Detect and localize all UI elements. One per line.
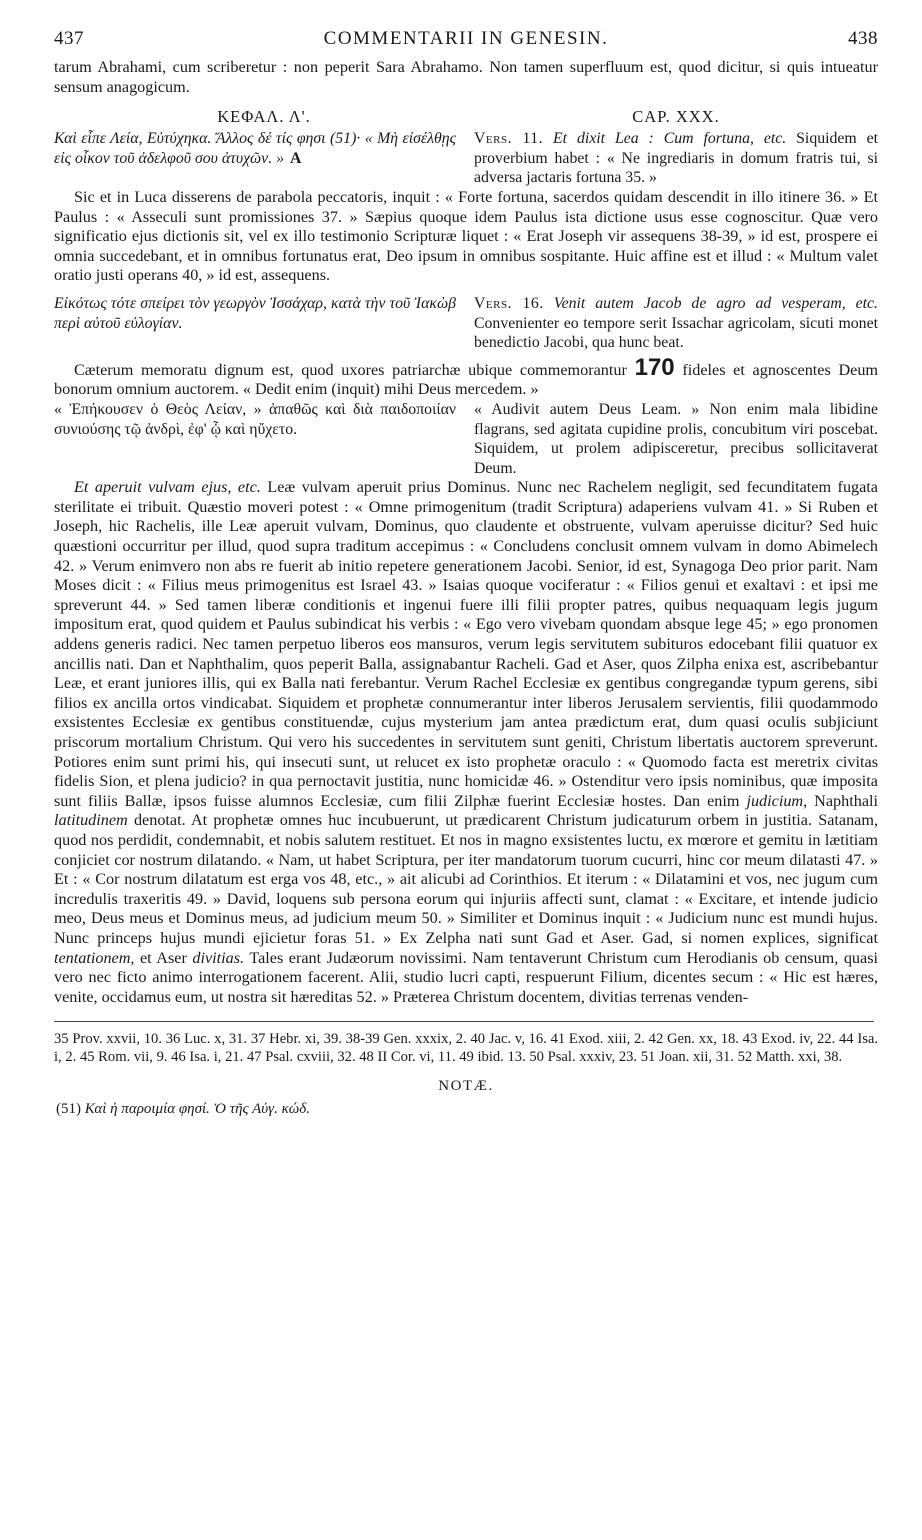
intro-paragraph: tarum Abrahami, cum scriberetur : non peperit Sara Abrahamo. Non tamen superfluum est, quod dicitur, si quis intueatur sensum anagogicum. xyxy=(54,58,878,96)
parallel-block-1 xyxy=(54,129,878,188)
chapter-headings xyxy=(54,107,878,127)
parallel-block-2 xyxy=(54,294,878,353)
greek-chapter-heading: ΚΕΦΑΛ. Λ'. xyxy=(217,107,311,127)
note-51 xyxy=(54,1101,878,1118)
latin-column xyxy=(474,129,878,188)
paragraph-text: et Aser xyxy=(140,948,187,967)
verse-label: Vers. 16. xyxy=(474,294,544,312)
paragraph-text: denotat. At prophetæ omnes huc incubuerunt, ut prædicarent Christum judicaturum orbem in justitia. Satanam, quod nos perdidit, condemnabit, et nobis salutem restituet. Et nos in magno exsistentes luctu, ex mœrore et gemitu in lætitiam conjiciet cor nostrum dilatando. « Nam, ut habet Scriptura, per iter mandatorum tuorum cucurri, hinc cor meum dilatasti 47. » Et : « Cor nostrum dilatatum est erga vos 48, etc., » ait alicubi ad Corinthios. Et iterum : « Dilatamini et vos, nec jugum cum incredulis traxeritis 49. » David, loquens sub persona eorum qui injuriis affecti sunt, clamat : « Excitare, et intende judicio meo, Deus meus et Dominus meus, ad judicium meum 50. » Similiter et Dominus inquit : « Judicium nunc est mundi hujus. Nunc princeps hujus mundi ejicietur foras 51. » Ex Zelpha nati sunt Gad et Aser. Gad, si nomen explices, significat xyxy=(54,811,879,947)
italic-word: judicium, xyxy=(746,791,808,810)
parallel-block-3 xyxy=(54,400,878,478)
paragraph-text: Naphthali xyxy=(814,791,879,810)
column-number: 170 xyxy=(634,353,675,381)
lemma: Et aperuit vulvam ejus, etc. xyxy=(74,478,261,497)
italic-word: divitias. xyxy=(192,948,245,967)
paragraph-text: Cæterum memoratu dignum est, quod uxores patriarchæ ubique commemorantur xyxy=(74,360,627,379)
lemma: Et dixit Lea : Cum fortuna, etc. xyxy=(553,130,787,148)
greek-text: Καὶ εἶπε Λεία, Εὐτύχηκα. Ἄλλος δέ τίς φησι (51)· « Μὴ εἰσέλθῃς εἰς οἶκον τοῦ ἀδελφοῦ σου ἀτυχῶν. » xyxy=(54,130,456,167)
greek-column xyxy=(54,400,474,478)
page-number-right: 438 xyxy=(848,28,878,49)
running-head xyxy=(54,28,878,58)
margin-letter: A xyxy=(290,149,302,167)
footnote-rule xyxy=(54,1021,874,1022)
running-title: COMMENTARII IN GENESIN. xyxy=(323,28,609,49)
lemma: Venit autem Jacob de agro ad vesperam, etc. xyxy=(553,294,879,312)
greek-text: Εἰκότως τότε σπείρει τὸν γεωργὸν Ἰσσάχαρ, κατὰ τὴν τοῦ Ἰακὼβ περὶ αὐτοῦ εὐλογίαν. xyxy=(54,294,456,332)
commentary-paragraph-2 xyxy=(54,353,879,400)
latin-column xyxy=(474,294,878,353)
greek-column xyxy=(54,294,474,353)
latin-column xyxy=(474,400,878,478)
footnotes: 35 Prov. xxvii, 10. 36 Luc. x, 31. 37 Hebr. xi, 39. 38-39 Gen. xxxix, 2. 40 Jac. v, 16. 41 Exod. xiii, 2. 42 Gen. xx, 18. 43 Exod. iv, 22. 44 Isa. i, 2. 45 Rom. vii, 9. 46 Isa. i, 21. 47 Psal. cxviii, 32. 48 II Cor. vi, 11. 49 ibid. 13. 50 Psal. xxxiv, 23. 51 Joan. xii, 31. 52 Matth. xxi, 38. xyxy=(54,1031,878,1066)
latin-text: Siquidem et proverbium habet : « Ne ingrediaris in domum fratris tui, si adversa jactaris fortuna 35. » xyxy=(474,130,879,187)
paragraph-text: Leæ vulvam aperuit prius Dominus. Nunc nec Rachelem negligit, sed fecunditatem fugata sterilitate ei tribuit. Quæstio moveri potest : « Omne primogenitum (tradit Scriptura) adaperiens vulvam 41. » Si Ruben et Joseph, hic Rachelis, ille Leæ aperuit vulvam, Dominus, quo claudente et obstruente, vulvam aperuisse dicitur? Sed huic quæstioni occurritur per illud, quod supra traditum accepimus : « Concludens conclusit omnem vulvam in domo Abimelech 42. » Verum enimvero non abs re fuerit ab initio repetere generationem Jacobi. Senior, id est, Synagoga Deo prior parit. Nam Moses dicit : « Filius meus primogenitus est Israel 43. » Isaias quoque vociferatur : « Filios genui et exaltavi : et ipsi me spreverunt 44. » Sed tamen liberæ conditionis et ingenui fuere illi filii propter patres, quibus nequaquam legis jugum impositum erat, quod quidem et Paulus subindicat his verbis : « Ego vero vivebam quondam absque lege 45; » ego pronomen addens generis radici. Nec tamen perpetuo liberos eos mansuros, verum legis servitutem subituros edocebant filii quatuor ex ancillis nati. Dan et Naphthalim, quos peperit Balla, assignabantur Racheli. Gad et Aser, quos Zilpha enixa est, ascribebantur Leæ, et erant juniores illis, qui ex Balla nati ferebantur. Verum Rachel Ecclesiæ ex gentibus congregandæ typum gerens, sibi filios ex ancilla ortos vindicabat. Siquidem et prophetæ connumerantur inter liberos Jerusalem servientis, filii quodammodo exsistentes Ecclesiæ ex gentibus constituendæ, cujus mysterium jam antea prædictum erat, dum quasi oculis subjiciunt priscorum mortalium Christum. Qui vero his succedentes in servitutem sunt geniti, Christum libertatis auctorem spreverunt. Potiores enim sunt primi his, qui insecuti sunt, ut relucet ex isto prophetæ oraculo : « Quomodo facta est meretrix civitas fidelis Sion, et plena judicio? in qua pernoctavit justitia, nunc homicidæ 46. » Ostenditur vero ipsis nominibus, quæ imposita sunt filiis Ballæ, ipsos fuisse alumnos Ecclesiæ, cum filii Zilphæ fuerint Ecclesiæ hostes. Dan enim xyxy=(54,478,878,810)
page-number-left: 437 xyxy=(54,28,84,49)
latin-chapter-heading: CAP. XXX. xyxy=(632,107,720,127)
greek-column xyxy=(54,129,474,188)
note-text: Καὶ ἡ παροιμία φησί. Ὁ τῆς Αὐγ. κώδ. xyxy=(84,1101,310,1118)
commentary-paragraph-3 xyxy=(54,478,878,1007)
note-number: (51) xyxy=(56,1101,81,1118)
paragraph-text: fideles et agnoscentes Deum bonorum omnium auctorem. « Dedit enim (inquit) mihi Deus mercedem. » xyxy=(54,360,879,399)
paragraph-text: Tales erant Judæorum novissimi. Nam tentaverunt Christum cum Herodianis ob censum, quasi vero nec ficto animo interrogationem facerent. Alii, studio lucri capti, respuerunt Filium, dicentes secum : « Hic est hæres, venite, occidamus eum, ut nostra sit hæreditas 52. » Præterea Christum docentem, divitias terrenas venden- xyxy=(54,948,879,1006)
latin-text: Convenienter eo tempore serit Issachar agricolam, sicuti monet benedictio Jacobi, qua hunc beat. xyxy=(474,314,878,352)
greek-text: « Ἐπήκουσεν ὁ Θεὸς Λείαν, » ἀπαθῶς καὶ διὰ παιδοποιίαν συνιούσης τῷ ἀνδρὶ, ἐφ' ᾧ καὶ ηὔχετο. xyxy=(54,400,456,438)
italic-word: latitudinem xyxy=(54,811,128,830)
italic-word: tentationem, xyxy=(54,948,135,967)
verse-label: Vers. 11. xyxy=(474,130,544,148)
notes-heading: NOTÆ. xyxy=(438,1078,494,1095)
commentary-paragraph-1: Sic et in Luca disserens de parabola peccatoris, inquit : « Forte fortuna, sacerdos quidam descendit in illo itinere 36. » Et Paulus : « Asseculi sunt promissiones 37. » Sæpius quoque idem Paulus ista dictione usus esse cognoscitur. Quæ vero significatio ejus dictionis sit, vel ex illo testimonio Scripturæ liquet : « Erat Joseph vir assequens 38-39, » id est, prospere ei omnia succedebant, et in omnibus fortunatus erat, Deo ipsum in omnibus sospitante. Huic affine est et illud : « Multum valet oratio justi operans 40, » id est, assequens. xyxy=(54,187,878,285)
latin-text: « Audivit autem Deus Leam. » Non enim mala libidine flagrans, sed agitata cupidine prolis, concubitum viri poscebat. Siquidem, ut prolem adipisceretur, precibus sollicitaverat Deum. xyxy=(474,400,878,477)
